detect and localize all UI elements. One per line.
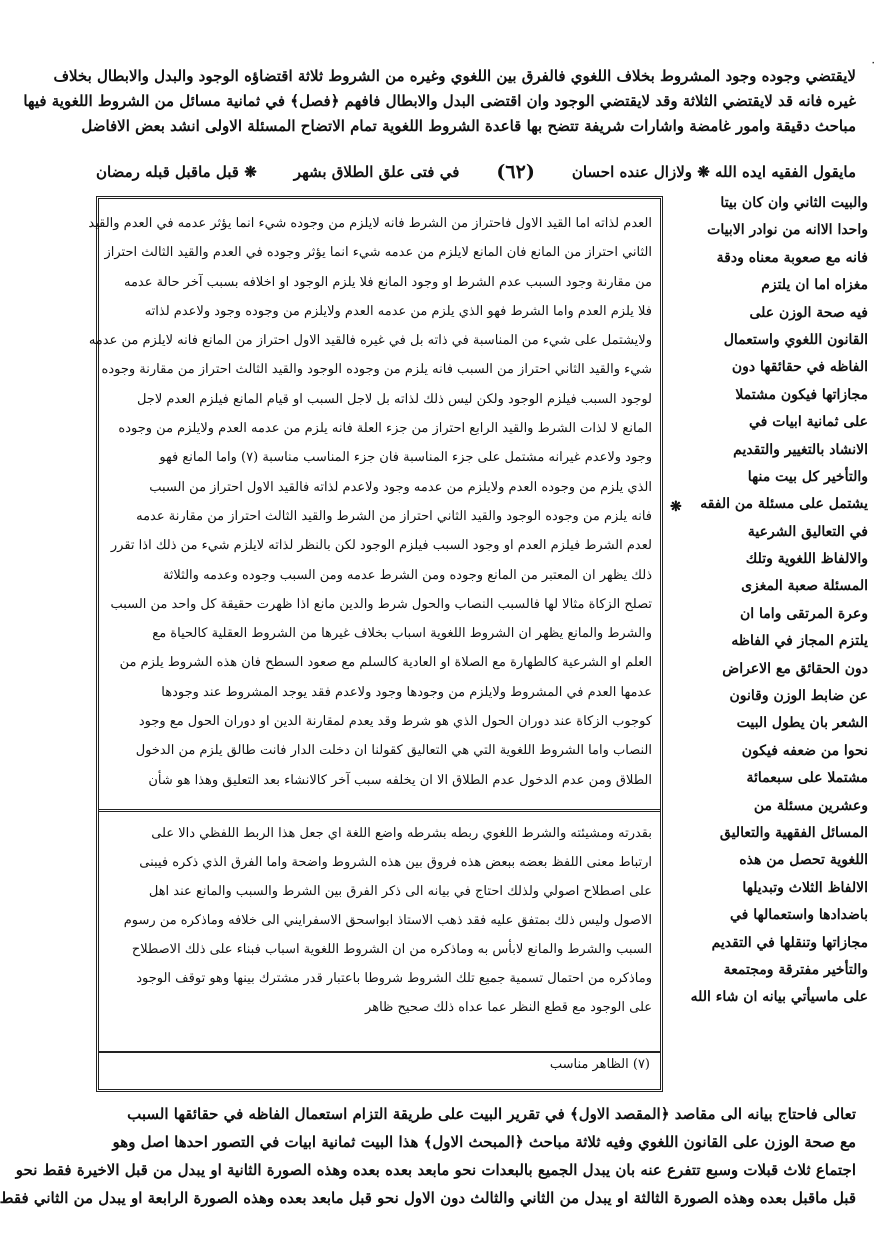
side-line: المسئلة صعبة المغزى [741, 578, 868, 595]
gloss-text [107, 819, 652, 1022]
side-line: المسائل الفقهية والتعاليق [719, 824, 868, 841]
side-line: باضدادها واستعمالها في [730, 907, 868, 924]
page-number: (٦٢) [496, 161, 535, 183]
side-line: فانه مع صعوبة معناه ودقة [716, 249, 868, 266]
commentary-frame [88, 196, 663, 1092]
side-line: فيه صحة الوزن على [749, 304, 868, 321]
commentary-line: لعدم الشرط فيلزم العدم او وجود السبب فيلزم الوجود لكن بالنظر لذاته لايلزم شيء من ذلك اذا تقرر [110, 538, 652, 554]
gloss-line: السبب والشرط والمانع لابأس به وماذكره من ان الشروط اللغوية اسباب فبناء على ذلك الاصطلاح [131, 942, 652, 957]
side-line: مشتملا على سبعمائة [746, 770, 868, 787]
commentary-line: وجود ولاعدم غيرانه مشتمل على جزء المناسبة فان جزء المناسب مناسبة (٧) واما المانع فهو [159, 450, 652, 466]
text-line: قبل ماقبل بعده وهذه الصورة الثالثة او يبدل من الثاني والثالث دون الاول نحو قبل مابعد بعده وهذه الصورة الرابعة او يبدل من الثاني فقط [0, 1189, 856, 1207]
side-line: واحدا الاانه من نوادر الابيات [707, 222, 868, 239]
commentary-line: تصلح الزكاة مثالا لها فالسبب النصاب والحول شرط والدين مانع اذا ظهرت حقيقة كل واحد من السبب [110, 596, 652, 612]
gloss-line: وماذكره من احتمال تسمية جميع تلك الشروط شروطا باعتبار قدر مشترك بينها وهو توقف الوجود [136, 971, 652, 986]
side-line: وعرة المرتقى واما ان [739, 605, 868, 622]
text-line: غيره فانه قد لايقتضي الثلاثة وقد لايقتضي الوجود وان اقتضى البدل والابطال فافهم ﴿فصل﴾ في ثمانية مسائل من الشروط اللغوية فيها [23, 92, 856, 110]
side-line: مجازاتها فيكون مشتملا [735, 386, 868, 403]
text-line: مع صحة الوزن على القانون اللغوي وفيه ثلاثة مباحث ﴿المبحث الاول﴾ هذا البيت ثمانية ابيات في التصور احدها اصل وهو [112, 1133, 856, 1151]
text-line: مباحث دقيقة وامور غامضة واشارات شريفة تتضح بها قاعدة الشروط اللغوية تمام الاتضاح المسئلة الاولى انشد بعض الافاضل [81, 117, 856, 135]
commentary-line: والشرط والمانع يظهر ان الشروط اللغوية اسباب بخلاف غيرها من الشروط العقلية كالحياة مع [152, 626, 652, 642]
side-line: والتأخير كل بيت منها [747, 468, 868, 485]
footnote: (٧) الظاهر مناسب [549, 1057, 650, 1072]
commentary-text [88, 209, 652, 795]
commentary-line: من مقارنة وجود السبب عدم الشرط او وجود المانع فلا يلزم الوجود او اخلافه بسبب آخر حالة عدمه [123, 274, 652, 290]
commentary-line: الذي يلزم من وجوده العدم ولايلزم من عدمه وجود ولاعدم لذاته فالقيد الاول احتراز من السبب [149, 479, 652, 495]
gloss-line: بقدرته ومشيئته والشرط اللغوي ربطه بشرطه واضع اللغة اي جعل هذا الربط اللفظي دالا على [151, 826, 652, 841]
gloss-line: الاصول وليس ذلك بمتفق عليه فقد ذهب الاستاذ ابواسحق الاسفرايني الى خلافه وماذكره من رسوم [123, 913, 652, 928]
side-line: والالفاظ اللغوية وتلك [745, 551, 868, 568]
verse-right: مايقول الفقيه ايده الله ❋ ولازال عنده احسان [571, 163, 856, 181]
commentary-line: المانع لا لذات الشرط والقيد الرابع احتراز من جزء العلة فانه يلزم من عدمه العدم ولايلزم من وجوده [118, 421, 652, 437]
gloss-line: على الوجود مع قطع النظر عما عداه ذلك صحيح ظاهر [365, 1000, 652, 1015]
side-line: والبيت الثاني وان كان بيتا [720, 195, 868, 211]
section-divider [99, 809, 660, 812]
side-line: الانشاد بالتغيير والتقديم [733, 441, 868, 458]
commentary-line: العلم او الشرعية كالطهارة مع الصلاة او العادية كالسلم مع صعود السطح فان هذه الشروط يلزم من [119, 655, 652, 671]
side-line: على ماسيأتي بيانه ان شاء الله [690, 989, 868, 1006]
footnote-divider [99, 1051, 660, 1053]
side-line: والتأخير مفترقة ومجتمعة [723, 961, 868, 978]
side-line: اللغوية تحصل من هذه [739, 852, 868, 869]
side-line: عن ضابط الوزن وقانون [729, 688, 868, 705]
side-column [670, 190, 868, 1012]
text-line: لايقتضي وجوده وجود المشروط بخلاف اللغوي فالفرق بين اللغوي وغيره من الشروط ثلاثة اقتضاؤه الوجود والبدل والابطال بخلاف [53, 67, 856, 85]
side-line: مجازاتها وتنقلها في التقديم [711, 934, 868, 951]
text-line: تعالى فاحتاج بيانه الى مقاصد ﴿المقصد الاول﴾ في تقرير البيت على طريقة التزام استعمال الفاظه في حقائقها السبب [127, 1105, 856, 1123]
verse-center: في فتى علق الطلاق بشهر [293, 163, 460, 181]
side-line: يشتمل على مسئلة من الفقه [700, 496, 868, 513]
commentary-line: النصاب واما الشروط اللغوية التي هي التعاليق كقولنا ان دخلت الدار فانت طالق يلزم من الدخول [135, 743, 652, 759]
side-line: الشعر بان يطول البيت [736, 715, 868, 732]
commentary-line: العدم لذاته اما القيد الاول فاحتراز من الشرط فانه لايلزم من وجوده شيء انما يؤثر عدمه في العدم والقيد [88, 216, 652, 231]
side-line: وعشرين مسئلة من [753, 797, 868, 814]
gloss-line: على اصطلاح اصولي ولذلك احتاج في بيانه الى ذكر الفرق بين الشرط والسبب والمانع عند اهل [148, 884, 652, 899]
side-line: يلتزم المجاز في الفاظه [731, 633, 868, 650]
bottom-text [0, 1100, 856, 1212]
commentary-line: فلا يلزم العدم واما الشرط فهو الذي يلزم من عدمه العدم ولايلزم من وجوده وجود ولاعدم لذاته [144, 303, 652, 319]
gloss-line: ارتباط معنى اللفظ بعضه ببعض هذه فروق بين هذه الشروط واضحة واما الفرق الذي ذكره فيبنى [139, 855, 652, 870]
side-line: القانون اللغوي واستعمال [723, 331, 868, 348]
commentary-line: لوجود السبب فيلزم الوجود ولكن ليس ذلك لذاته بل لاجل السبب او قيام المانع فيلزم العدم لاجل [136, 391, 652, 407]
text-line: اجتماع ثلاث قبلات وسبع تتفرع عنه بان يبدل الجميع بالبعدات نحو مابعد بعده بعده وهذه الصورة الثانية او يبدل من قبل الاخيرة فقط نحو [15, 1161, 856, 1179]
commentary-line: عدمها العدم في المشروط ولايلزم من وجودها وجود ولاعدم فقد يوجد المشروط عند وجودها [161, 684, 652, 700]
margin-mark: ٠ [870, 55, 877, 69]
commentary-line: فانه يلزم من وجوده الوجود والقيد الثاني احتراز من الشرط والقيد الثالث احتراز من مقارنة عدمه [136, 508, 652, 524]
asterisk-icon: ❋ [670, 499, 682, 515]
side-line: نحوا من ضعفه فيكون [741, 742, 868, 759]
commentary-line: كوجوب الزكاة عند دوران الحول الذي هو شرط وقد يعدم لمقارنة الدين او دوران الحول مع وجود [138, 714, 652, 730]
side-line: الفاظه في حقائقها دون [731, 359, 868, 376]
side-line: على ثمانية ابيات في [749, 414, 868, 431]
side-line: الالفاظ الثلاث وتبديلها [742, 879, 868, 896]
commentary-line: ذلك يظهر ان المعتبر من المانع وجوده ومن الشرط عدمه ومن السبب وجوده وعدمه والثلاثة [162, 567, 652, 583]
commentary-line: الثاني احتراز من المانع فان المانع لايلزم من عدمه شيء انما يؤثر وجوده في العدم والقيد الثالث احتراز [104, 245, 652, 261]
side-line: في التعاليق الشرعية [747, 523, 868, 540]
side-line: مغزاه اما ان يلتزم [761, 277, 868, 294]
verse-left: ❋ قبل ماقبل قبله رمضان [96, 163, 257, 181]
commentary-line: الطلاق ومن عدم الدخول عدم الطلاق الا ان يخلفه سبب آخر كالانشاء بعد التعليق وهذا هو شأن [148, 772, 652, 788]
verse-header [96, 158, 856, 186]
top-text [23, 64, 856, 139]
commentary-line: شيء والقيد الثاني احتراز من السبب فانه يلزم من وجوده الوجود والقيد الثالث احتراز من مقارنة وجوده [101, 362, 652, 378]
commentary-line: ولايشتمل على شيء من المناسبة في ذاته بل في غيره فالقيد الاول احتراز من المانع فانه لايلزم من عدمه [88, 333, 652, 349]
side-line: دون الحقائق مع الاعراض [722, 660, 868, 677]
